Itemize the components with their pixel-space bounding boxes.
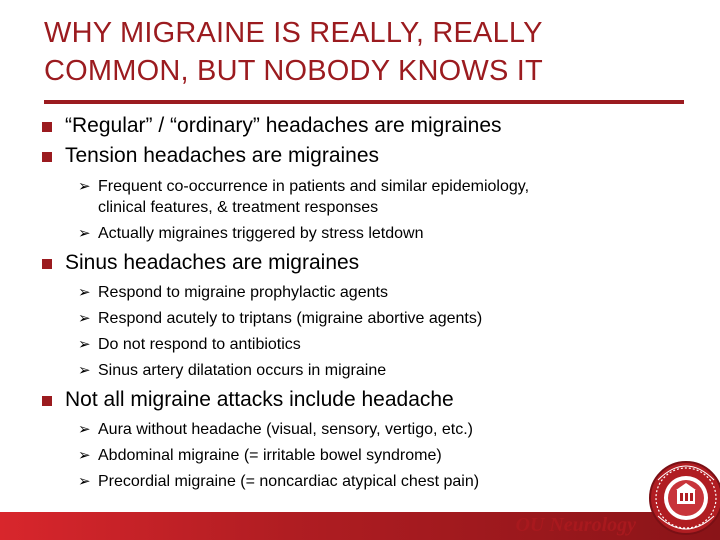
sub-bullet-text: Respond acutely to triptans (migraine abortive agents) (98, 310, 483, 327)
sub-bullet-text: Precordial migraine (= noncardiac atypical chest pain) (98, 473, 480, 490)
slide-title-line1: WHY MIGRAINE IS REALLY, REALLY (44, 17, 543, 49)
sub-bullet-text: Respond to migraine prophylactic agents (98, 284, 388, 301)
bullet-text: Sinus headaches are migraines (65, 251, 360, 274)
bullet-text: “Regular” / “ordinary” headaches are migraines (65, 114, 502, 137)
arrow-bullet-icon: ➢ (78, 178, 91, 195)
sub-bullet-text: Aura without headache (visual, sensory, vertigo, etc.) (98, 421, 473, 438)
sub-bullet-text: Abdominal migraine (= irritable bowel syndrome) (98, 447, 442, 464)
square-bullet-icon (42, 396, 52, 406)
bullet-text: Tension headaches are migraines (65, 144, 380, 167)
university-seal-icon (646, 450, 720, 540)
footer-label: OU Neurology (515, 514, 636, 536)
bullet-text: Not all migraine attacks include headache (65, 388, 454, 411)
arrow-bullet-icon: ➢ (78, 336, 91, 353)
sub-bullet-text: Actually migraines triggered by stress letdown (98, 225, 424, 242)
square-bullet-icon (42, 152, 52, 162)
arrow-bullet-icon: ➢ (78, 473, 91, 490)
square-bullet-icon (42, 122, 52, 132)
arrow-bullet-icon: ➢ (78, 225, 91, 242)
arrow-bullet-icon: ➢ (78, 284, 91, 301)
sub-bullet-text: clinical features, & treatment responses (98, 199, 379, 216)
arrow-bullet-icon: ➢ (78, 421, 91, 438)
square-bullet-icon (42, 259, 52, 269)
sub-bullet-text: Sinus artery dilatation occurs in migraine (98, 362, 387, 379)
arrow-bullet-icon: ➢ (78, 362, 91, 379)
arrow-bullet-icon: ➢ (78, 310, 91, 327)
arrow-bullet-icon: ➢ (78, 447, 91, 464)
sub-bullet-text: Frequent co-occurrence in patients and similar epidemiology, (98, 178, 530, 195)
slide-title-line2: COMMON, BUT NOBODY KNOWS IT (44, 55, 543, 87)
sub-bullet-text: Do not respond to antibiotics (98, 336, 301, 353)
